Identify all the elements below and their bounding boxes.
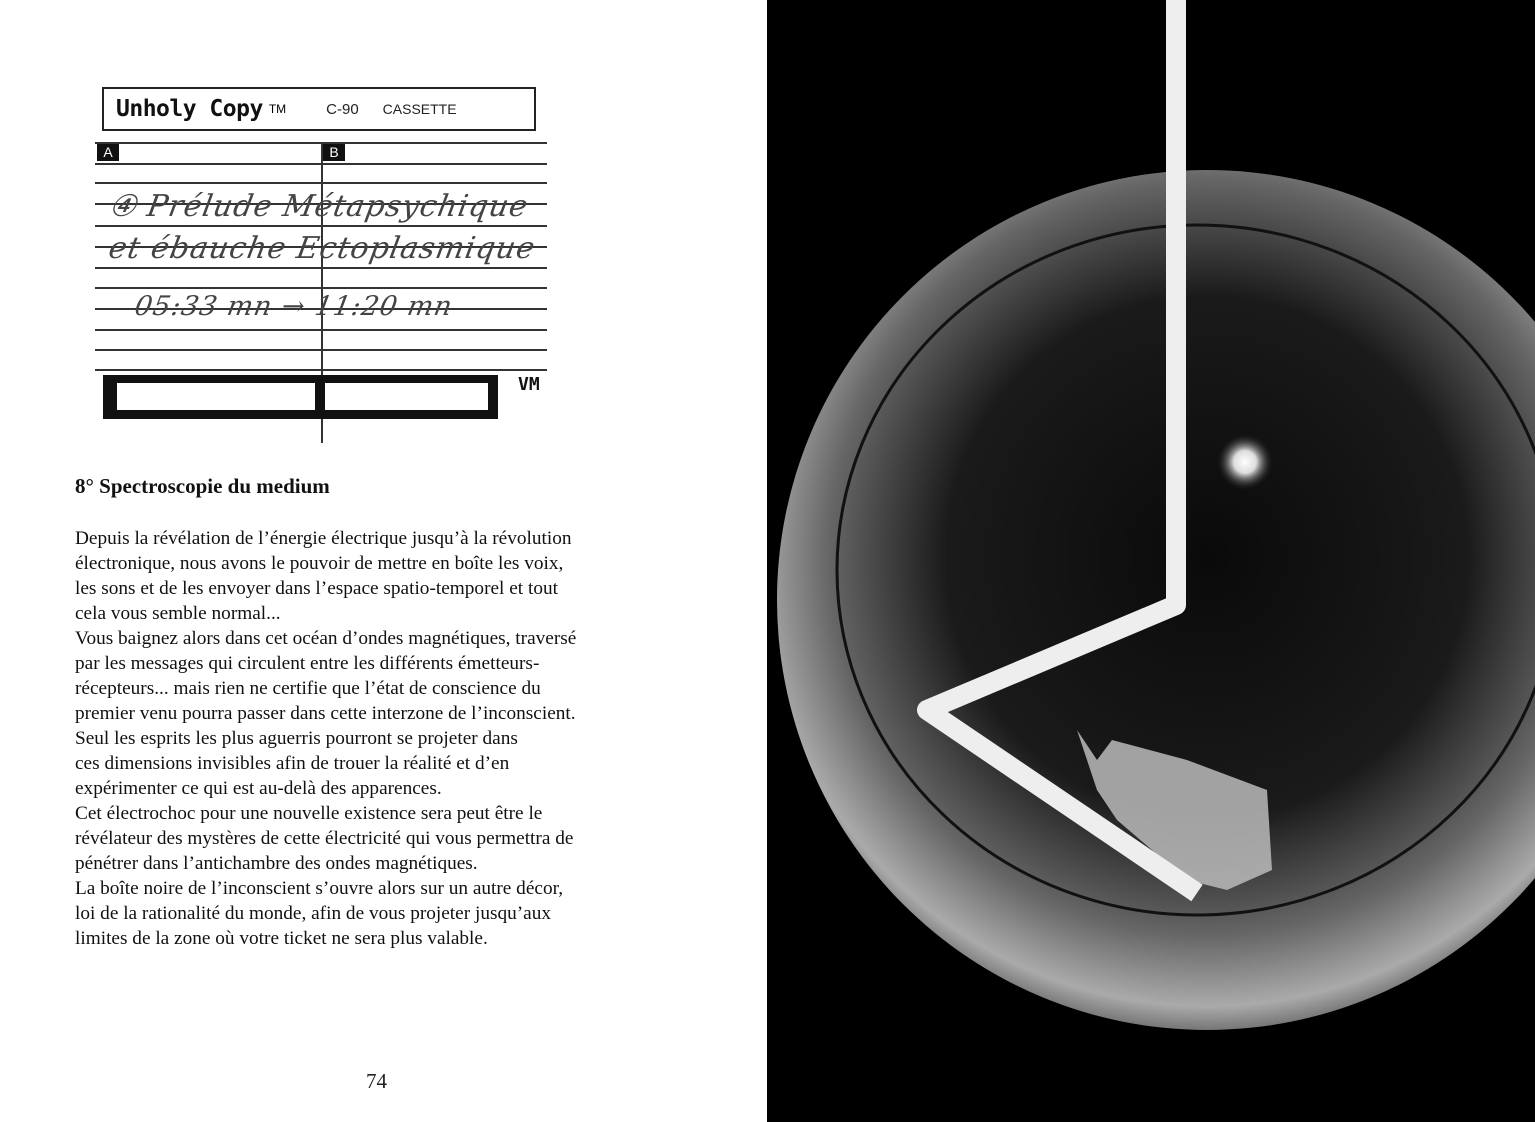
text-line: Seul les esprits les plus aguerris pourront se projeter dans xyxy=(75,728,518,749)
left-page xyxy=(0,0,767,1122)
cassette-window-bar xyxy=(103,375,498,419)
text-line: Depuis la révélation de l’énergie électrique jusqu’à la révolution xyxy=(75,528,572,549)
cassette-label-image xyxy=(95,85,550,435)
cassette-brand: Unholy Copy xyxy=(116,96,263,122)
text-line: premier venu pourra passer dans cette interzone de l’inconscient. xyxy=(75,703,576,724)
text-line: ces dimensions invisibles afin de trouer la réalité et d’en xyxy=(75,753,510,774)
handwritten-title-1: ④ Prélude Métapsychique xyxy=(105,189,532,224)
text-line: limites de la zone où votre ticket ne sera plus valable. xyxy=(75,928,488,949)
light-spot xyxy=(1217,434,1273,490)
photo-illustration xyxy=(767,0,1535,1122)
text-line: révélateur des mystères de cette électricité qui vous permettra de xyxy=(75,828,574,849)
text-line: Cet électrochoc pour une nouvelle existence sera peut être le xyxy=(75,803,543,824)
side-a-marker: A xyxy=(97,144,119,161)
page-number: 74 xyxy=(366,1069,387,1093)
section-heading: 8° Spectroscopie du medium xyxy=(75,474,330,498)
text-line: pénétrer dans l’antichambre des ondes magnétiques. xyxy=(75,853,478,874)
trademark: TM xyxy=(268,102,287,116)
window-slot xyxy=(117,383,315,410)
text-line: Vous baignez alors dans cet océan d’ondes magnétiques, traversé xyxy=(75,628,577,649)
cassette-title-box xyxy=(102,87,536,131)
spectroscope-photo xyxy=(767,0,1535,1122)
text-line: expérimenter ce qui est au-delà des apparences. xyxy=(75,778,442,799)
window-slot xyxy=(325,383,488,410)
handwritten-duration: 05:33 mn → 11:20 mn xyxy=(132,291,456,322)
text-line: La boîte noire de l’inconscient s’ouvre alors sur un autre décor, xyxy=(75,878,564,899)
cassette-type: C-90 xyxy=(326,100,359,118)
vm-logo xyxy=(518,375,540,395)
body-text xyxy=(75,526,675,951)
side-b-marker: B xyxy=(323,144,345,161)
cassette-label-text: CASSETTE xyxy=(382,101,457,117)
text-line: par les messages qui circulent entre les différents émetteurs- xyxy=(75,653,540,674)
text-line: récepteurs... mais rien ne certifie que l’état de conscience du xyxy=(75,678,541,699)
text-line: cela vous semble normal... xyxy=(75,603,281,624)
text-line: loi de la rationalité du monde, afin de vous projeter jusqu’aux xyxy=(75,903,552,924)
text-line: les sons et de les envoyer dans l’espace spatio-temporel et tout xyxy=(75,578,558,599)
handwritten-title-2: et ébauche Ectoplasmique xyxy=(105,231,539,266)
text-line: électronique, nous avons le pouvoir de mettre en boîte les voix, xyxy=(75,553,564,574)
vm-logo-text: VM xyxy=(518,374,540,395)
